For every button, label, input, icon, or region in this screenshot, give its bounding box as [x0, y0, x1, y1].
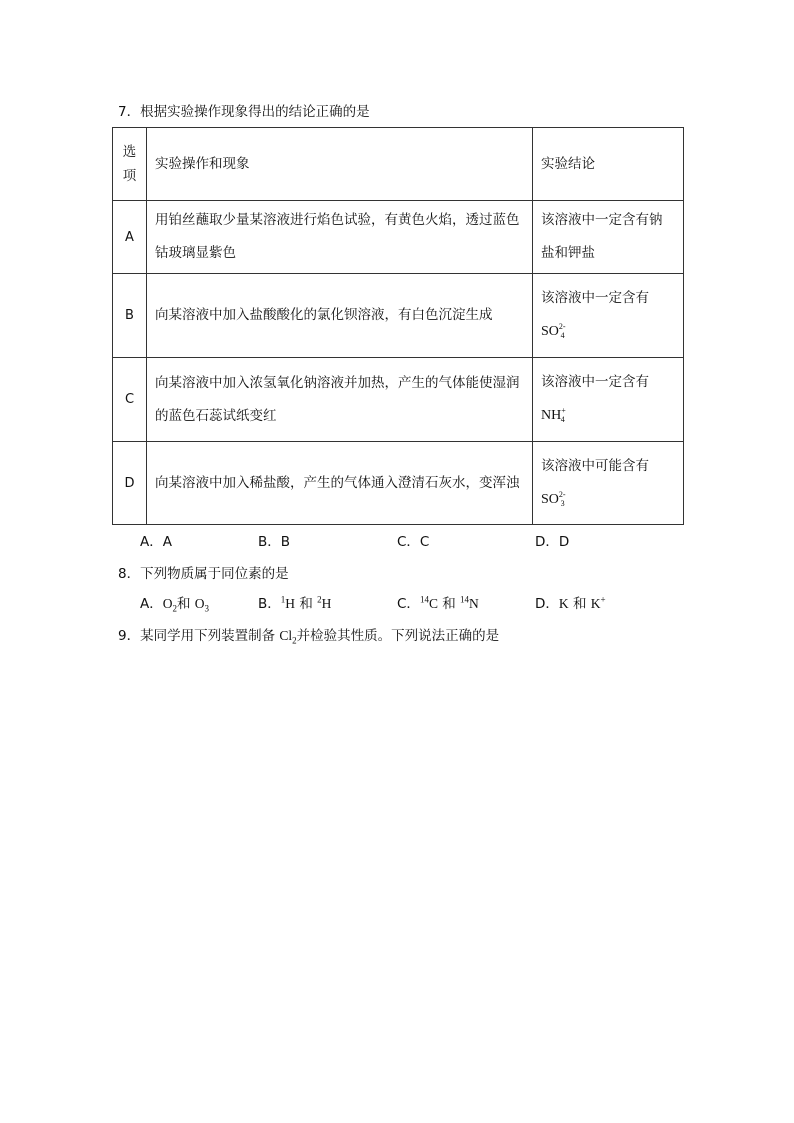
question-8-title: 8．下列物质属于同位素的是 [118, 566, 289, 582]
table-row [113, 274, 684, 358]
header-option [113, 128, 147, 201]
row-conclusion-line1: 该溶液中一定含有 [541, 374, 649, 390]
row-conclusion [533, 201, 684, 274]
choice-b[interactable]: B．B [258, 534, 291, 550]
header-option-line2: 项 [122, 168, 137, 184]
table-header-row [113, 128, 684, 201]
row-operation [147, 358, 533, 442]
question-9-title: 9．某同学用下列装置制备 $Cl_2$并检验其性质。下列说法正确的是 [118, 628, 500, 646]
choice-d[interactable]: D．K 和 K+ [535, 594, 606, 612]
experiment-table [112, 127, 684, 525]
choice-b[interactable]: B．$^1$H 和 $^2$H [258, 594, 332, 612]
header-option-line1: 选 [122, 144, 137, 160]
question-8-choices [0, 594, 794, 614]
row-operation-line2: 钴玻璃显紫色 [155, 245, 236, 261]
question-7-title: 7．根据实验操作现象得出的结论正确的是 [118, 104, 370, 120]
header-operation: 实验操作和现象 [147, 128, 533, 201]
row-conclusion-line2: 盐和钾盐 [541, 245, 595, 261]
row-operation-line1: 向某溶液中加入浓氢氧化钠溶液并加热，产生的气体能使湿润 [155, 374, 520, 391]
row-letter: A [113, 201, 147, 274]
row-conclusion [533, 442, 684, 525]
row-conclusion-line1: 该溶液中一定含有钠 [541, 212, 663, 228]
choice-d[interactable]: D．D [535, 534, 570, 550]
row-letter: D [113, 442, 147, 525]
row-operation [147, 201, 533, 274]
row-conclusion [533, 274, 684, 358]
table-row [113, 201, 684, 274]
chlorine-formula: Cl [279, 628, 293, 643]
choice-a[interactable]: A．$O_2$和 $O_3$ [140, 596, 210, 614]
row-conclusion-line1: 该溶液中可能含有 [541, 457, 649, 474]
choice-c[interactable]: C．C [397, 534, 430, 550]
row-operation: 向某溶液中加入稀盐酸，产生的气体通入澄清石灰水，变浑浊 [147, 442, 533, 525]
choice-c[interactable]: C．$^{14}$C 和 $^{14}$N [397, 594, 479, 612]
row-conclusion-line1: 该溶液中一定含有 [541, 290, 649, 306]
row-letter: B [113, 274, 147, 358]
row-operation-line2: 的蓝色石蕊试纸变红 [155, 407, 277, 424]
header-conclusion: 实验结论 [533, 128, 684, 201]
table-row [113, 442, 684, 525]
row-operation-line1: 用铂丝蘸取少量某溶液进行焰色试验，有黄色火焰，透过蓝色 [155, 212, 520, 228]
row-letter: C [113, 358, 147, 442]
ion-formula: $SO^{2-}_4$ [541, 322, 566, 340]
question-7-choices [0, 532, 794, 552]
row-operation: 向某溶液中加入盐酸酸化的氯化钡溶液，有白色沉淀生成 [147, 274, 533, 358]
table-row [113, 358, 684, 442]
row-conclusion [533, 358, 684, 442]
ion-formula: $NH^+_4$ [541, 406, 566, 424]
ion-formula: $SO^{2-}_3$ [541, 489, 566, 508]
choice-a[interactable]: A．A [140, 534, 172, 550]
